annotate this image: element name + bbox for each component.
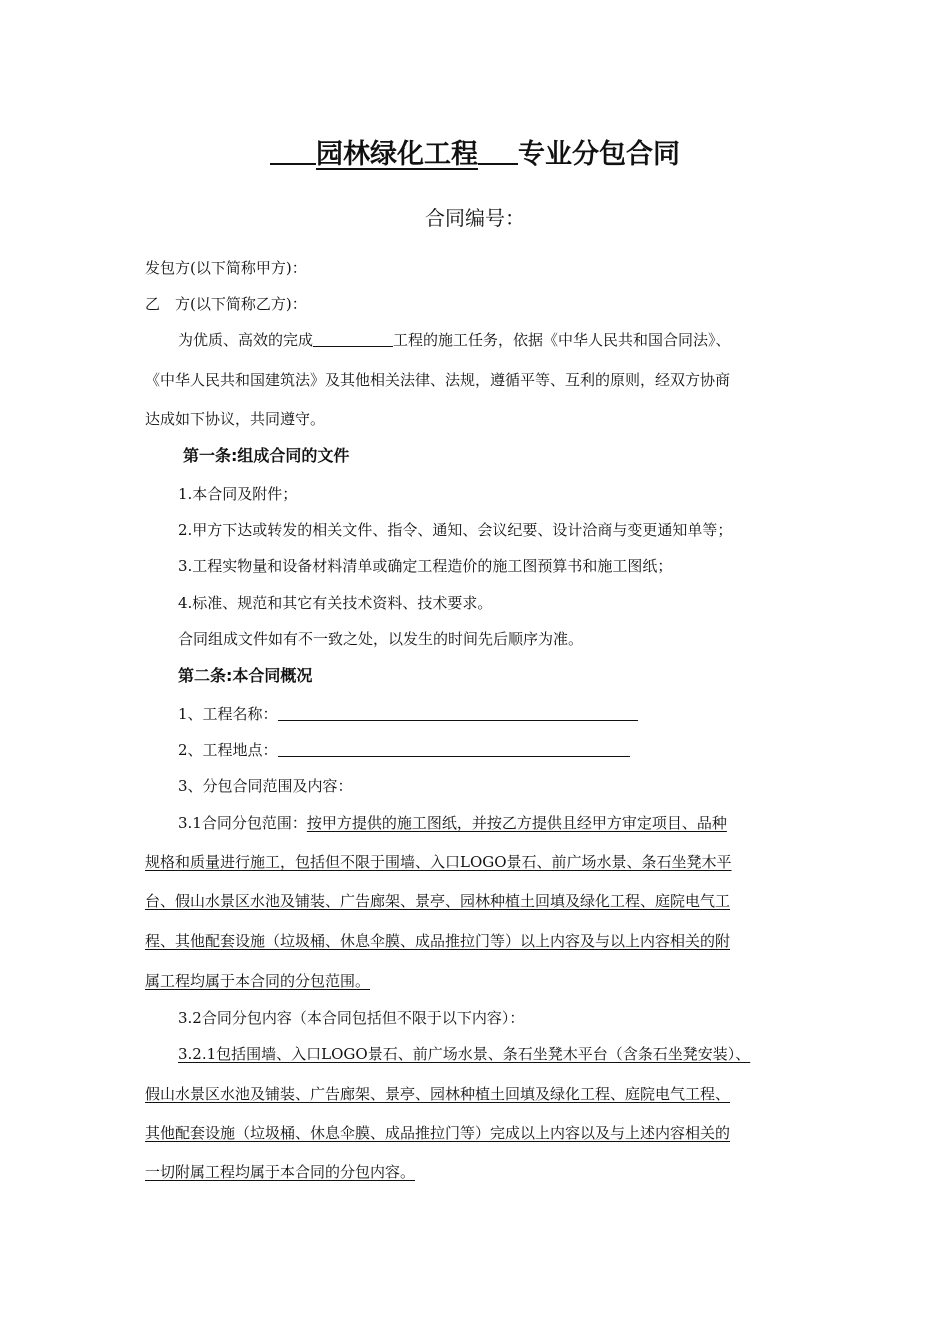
scope-3-2-1-line-1: 3.2.1包括围墙、入口LOGO景石、前广场水景、条石坐凳木平台（含条石坐凳安装）、 bbox=[178, 1045, 751, 1063]
article-1-heading: 第一条:组成合同的文件 bbox=[183, 446, 350, 465]
scope-3-1-line-2: 规格和质量进行施工，包括但不限于围墙、入口LOGO景石、前广场水景、条石坐凳木平 bbox=[145, 853, 732, 871]
project-blank bbox=[313, 330, 393, 347]
scope-3-1-text-1: 按甲方提供的施工图纸，并按乙方提供且经甲方审定项目、品种 bbox=[306, 814, 727, 832]
scope-3-2-1-line-4: 一切附属工程均属于本合同的分包内容。 bbox=[145, 1163, 416, 1181]
title-contract-type: 专业分包合同 bbox=[518, 139, 680, 170]
intro-line-1-b: 工程的施工任务，依据《中华人民共和国合同法》、 bbox=[393, 331, 731, 349]
scope-3-1-line-1 bbox=[178, 812, 727, 834]
article-2-heading: 第二条:本合同概况 bbox=[178, 666, 313, 685]
title-project-name: 园林绿化工程 bbox=[316, 139, 478, 170]
scope-3-1-line-4: 程、其他配套设施（垃圾桶、休息伞膜、成品推拉门等）以上内容及与以上内容相关的附 bbox=[145, 932, 731, 950]
title-blank-left bbox=[270, 133, 316, 165]
article-1-item-3: 3.工程实物量和设备材料清单或确定工程造价的施工图预算书和施工图纸； bbox=[178, 557, 673, 575]
scope-heading: 3、分包合同范围及内容： bbox=[178, 777, 353, 795]
article-1-item-1: 1.本合同及附件； bbox=[178, 485, 298, 503]
intro-line-2: 《中华人民共和国建筑法》及其他相关法律、法规，遵循平等、互利的原则，经双方协商 bbox=[145, 371, 731, 389]
project-location-line bbox=[178, 739, 630, 761]
project-name-line bbox=[178, 703, 638, 725]
document-title bbox=[0, 133, 950, 175]
article-1-note: 合同组成文件如有不一致之处，以发生的时间先后顺序为准。 bbox=[178, 630, 584, 648]
intro-line-1 bbox=[178, 329, 731, 351]
title-blank-right bbox=[478, 133, 518, 165]
project-location-blank bbox=[278, 740, 630, 757]
scope-3-2-1-line-2: 假山水景区水池及铺装、广告廊架、景亭、园林种植土回填及绿化工程、庭院电气工程、 bbox=[145, 1085, 731, 1103]
scope-3-1-label: 3.1合同分包范围： bbox=[178, 814, 307, 832]
scope-3-2-1-line-3: 其他配套设施（垃圾桶、休息伞膜、成品推拉门等）完成以上内容以及与上述内容相关的 bbox=[145, 1124, 731, 1142]
party-b-line: 乙 方(以下简称乙方)： bbox=[145, 295, 307, 313]
scope-3-1-line-3: 台、假山水景区水池及铺装、广告廊架、景亭、园林种植土回填及绿化工程、庭院电气工 bbox=[145, 892, 731, 910]
article-1-item-2: 2.甲方下达或转发的相关文件、指令、通知、会议纪要、设计洽商与变更通知单等； bbox=[178, 521, 733, 539]
project-name-label: 1、工程名称： bbox=[178, 705, 278, 723]
intro-line-3: 达成如下协议，共同遵守。 bbox=[145, 410, 326, 428]
contract-number-label: 合同编号： bbox=[425, 206, 525, 230]
party-a-line: 发包方(以下简称甲方)： bbox=[145, 259, 307, 277]
project-location-label: 2、工程地点： bbox=[178, 741, 278, 759]
scope-3-1-line-5: 属工程均属于本合同的分包范围。 bbox=[145, 972, 371, 990]
scope-3-2-label: 3.2合同分包内容（本合同包括但不限于以下内容）： bbox=[178, 1009, 525, 1027]
intro-line-1-a: 为优质、高效的完成 bbox=[178, 331, 314, 349]
article-1-item-4: 4.标准、规范和其它有关技术资料、技术要求。 bbox=[178, 594, 493, 612]
project-name-blank bbox=[278, 704, 638, 721]
